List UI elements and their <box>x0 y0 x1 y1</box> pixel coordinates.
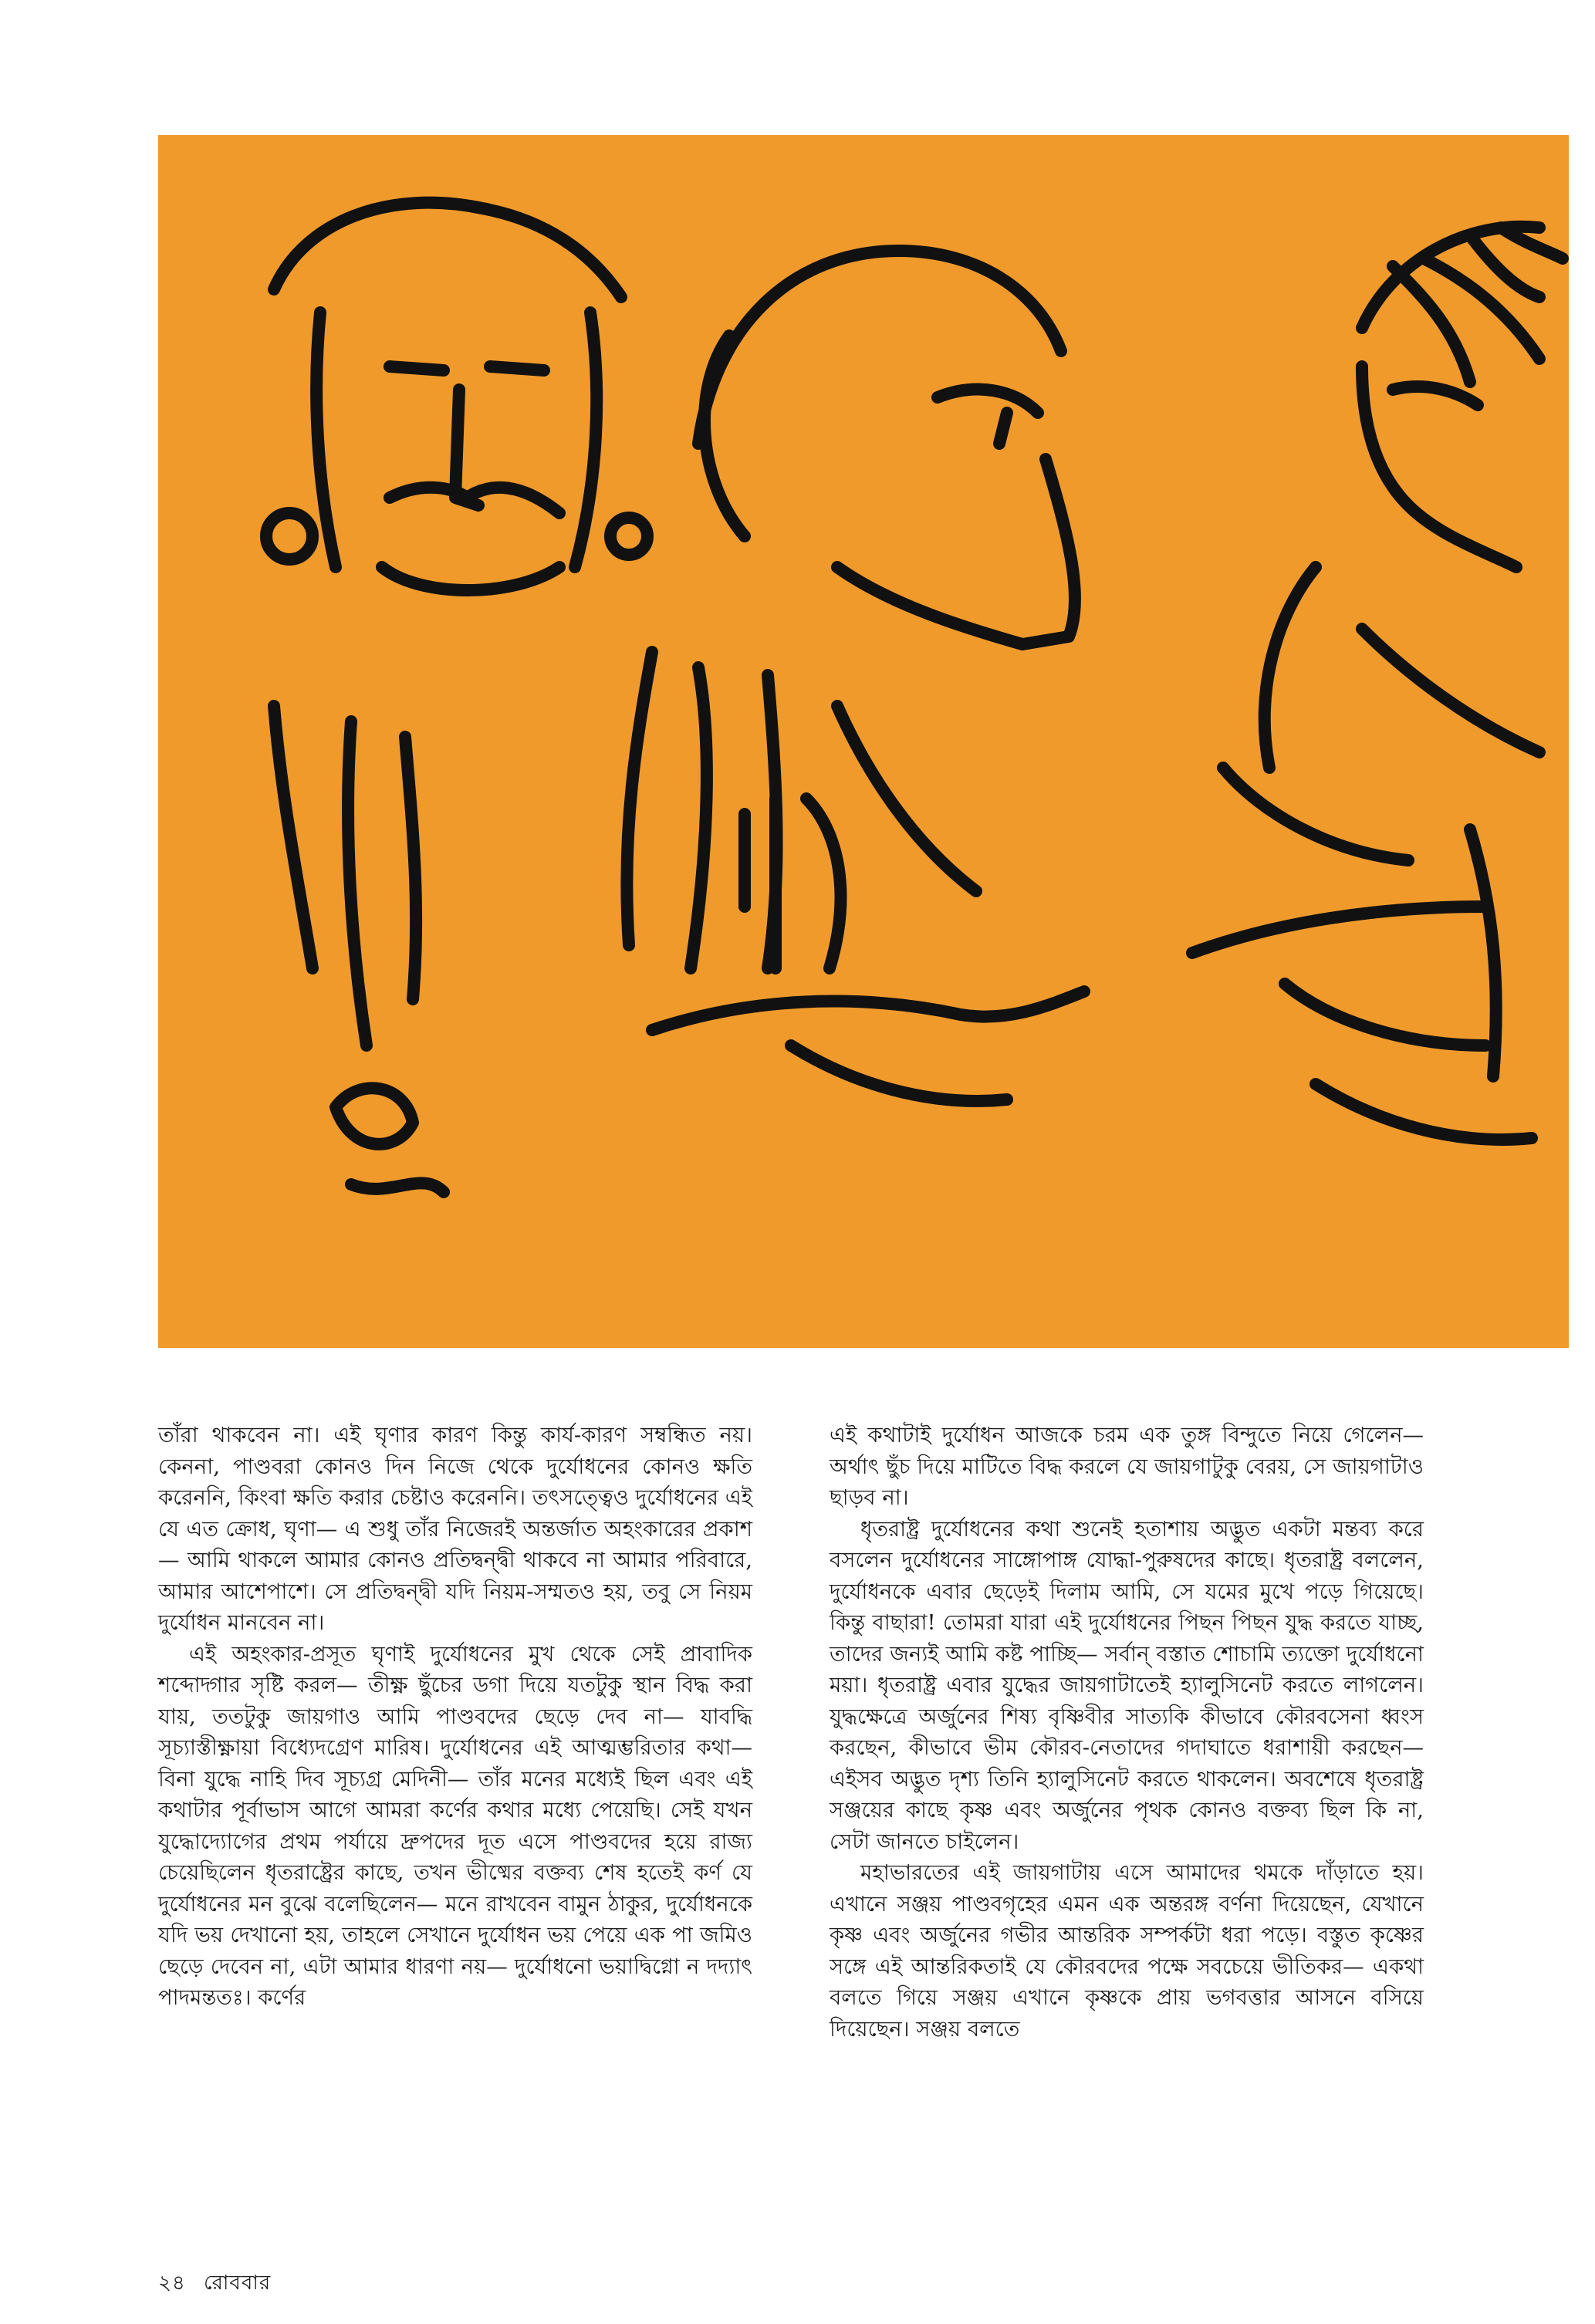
paragraph: ধৃতরাষ্ট্র দুর্যোধনের কথা শুনেই হতাশায় অদ্ভুত একটা মন্তব্য করে বসলেন দুর্যোধনের সাঙ্গোপাঙ্গ যোদ্ধা-পুরুষদের কাছে। ধৃতরাষ্ট্র বললেন, দুর্যোধনকে এবার ছেড়েই দিলাম আমি, সে যমের মুখে পড়ে গিয়েছে। কিন্তু বাছারা! তোমরা যারা এই দুর্যোধনের পিছন পিছন যুদ্ধ করতে যাচ্ছ, তাদের জন্যই আমি কষ্ট পাচ্ছি— সর্বান্ বস্তাত শোচামি ত্যক্তো দুর্যোধনো ময়া। ধৃতরাষ্ট্র এবার যুদ্ধের জায়গাটাতেই হ্যালুসিনেট করতে লাগলেন। যুদ্ধক্ষেত্রে অর্জুনের শিষ্য বৃষ্ণিবীর সাত্যকি কীভাবে কৌরবসেনা ধ্বংস করছেন, কীভাবে ভীম কৌরব-নেতাদের গদাঘাতে ধরাশায়ী করছেন— এইসব অদ্ভুত দৃশ্য তিনি হ্যালুসিনেট করতে থাকলেন। অবশেষে ধৃতরাষ্ট্র সঞ্জয়ের কাছে কৃষ্ণ এবং অর্জুনের পৃথক কোনও বক্তব্য ছিল কি না, সেটা জানতে চাইলেন। <box>830 1516 1424 1854</box>
article-illustration <box>158 135 1569 1348</box>
magazine-name: রোববার <box>204 2272 272 2295</box>
paragraph: মহাভারতের এই জায়গাটায় এসে আমাদের থমকে দাঁড়াতে হয়। এখানে সঞ্জয় পাণ্ডবগৃহের এমন এক অন্তরঙ্গ বর্ণনা দিয়েছেন, যেখানে কৃষ্ণ এবং অর্জুনের গভীর আন্তরিক সম্পর্কটা ধরা পড়ে। বস্তুত কৃষ্ণের সঙ্গে এই আন্তরিকতাই যে কৌরবদের পক্ষে সবচেয়ে ভীতিকর— একথা বলতে গিয়ে সঞ্জয় এখানে কৃষ্ণকে প্রায় ভগবত্তার আসনে বসিয়ে দিয়েছেন। সঞ্জয় বলতে <box>830 1860 1424 2042</box>
paragraph: এই কথাটাই দুর্যোধন আজকে চরম এক তুঙ্গ বিন্দুতে নিয়ে গেলেন— অর্থাৎ ছুঁচ দিয়ে মাটিতে বিদ্ধ করলে যে জায়গাটুকু বেরয়, সে জায়গাটাও ছাড়ব না। <box>830 1423 1424 1510</box>
article-column-right <box>830 1420 1424 2045</box>
page-number: ২৪ <box>158 2272 186 2295</box>
paragraph: তাঁরা থাকবেন না। এই ঘৃণার কারণ কিন্তু কার্য-কারণ সম্বন্ধিত নয়। কেননা, পাণ্ডবরা কোনও দিন নিজে থেকে দুর্যোধনের কোনও ক্ষতি করেননি, কিংবা ক্ষতি করার চেষ্টাও করেননি। তৎসত্ত্বেও দুর্যোধনের এই যে এত ক্রোধ, ঘৃণা— এ শুধু তাঁর নিজেরই অন্তর্জাত অহংকারের প্রকাশ— আমি থাকলে আমার কোনও প্রতিদ্বন্দ্বী থাকবে না আমার পরিবারে, আমার আশেপাশে। সে প্রতিদ্বন্দ্বী যদি নিয়ম-সম্মতও হয়, তবু সে নিয়ম দুর্যোধন মানবেন না। <box>158 1423 752 1635</box>
page-footer <box>158 2267 282 2301</box>
article-column-left <box>158 1420 752 2014</box>
paragraph: এই অহংকার-প্রসূত ঘৃণাই দুর্যোধনের মুখ থেকে সেই প্রাবাদিক শব্দোদ্গার সৃষ্টি করল— তীক্ষ্ণ ছুঁচের ডগা দিয়ে যতটুকু স্থান বিদ্ধ করা যায়, ততটুকু জায়গাও আমি পাণ্ডবদের ছেড়ে দেব না— যাবদ্ধি সূচ্যাস্তীক্ষ্ণায়া বিধ্যেদগ্রেণ মারিষ। দুর্যোধনের এই আত্মম্ভরিতার কথা— বিনা যুদ্ধে নাহি দিব সূচ্যগ্র মেদিনী— তাঁর মনের মধ্যেই ছিল এবং এই কথাটার পূর্বাভাস আগে আমরা কর্ণের কথার মধ্যে পেয়েছি। সেই যখন যুদ্ধোদ্যোগের প্রথম পর্যায়ে দ্রুপদের দূত এসে পাণ্ডবদের হয়ে রাজ্য চেয়েছিলেন ধৃতরাষ্ট্রের কাছে, তখন ভীষ্মের বক্তব্য শেষ হতেই কর্ণ যে দুর্যোধনের মন বুঝে বলেছিলেন— মনে রাখবেন বামুন ঠাকুর, দুর্যোধনকে যদি ভয় দেখানো হয়, তাহলে সেখানে দুর্যোধন ভয় পেয়ে এক পা জমিও ছেড়ে দেবেন না, এটা আমার ধারণা নয়— দুর্যোধনো ভয়াদ্বিগ্নো ন দদ্যাৎ পাদমন্ততঃ। কর্ণের <box>158 1641 752 2010</box>
ink-drawing-three-figures <box>158 135 1569 1348</box>
